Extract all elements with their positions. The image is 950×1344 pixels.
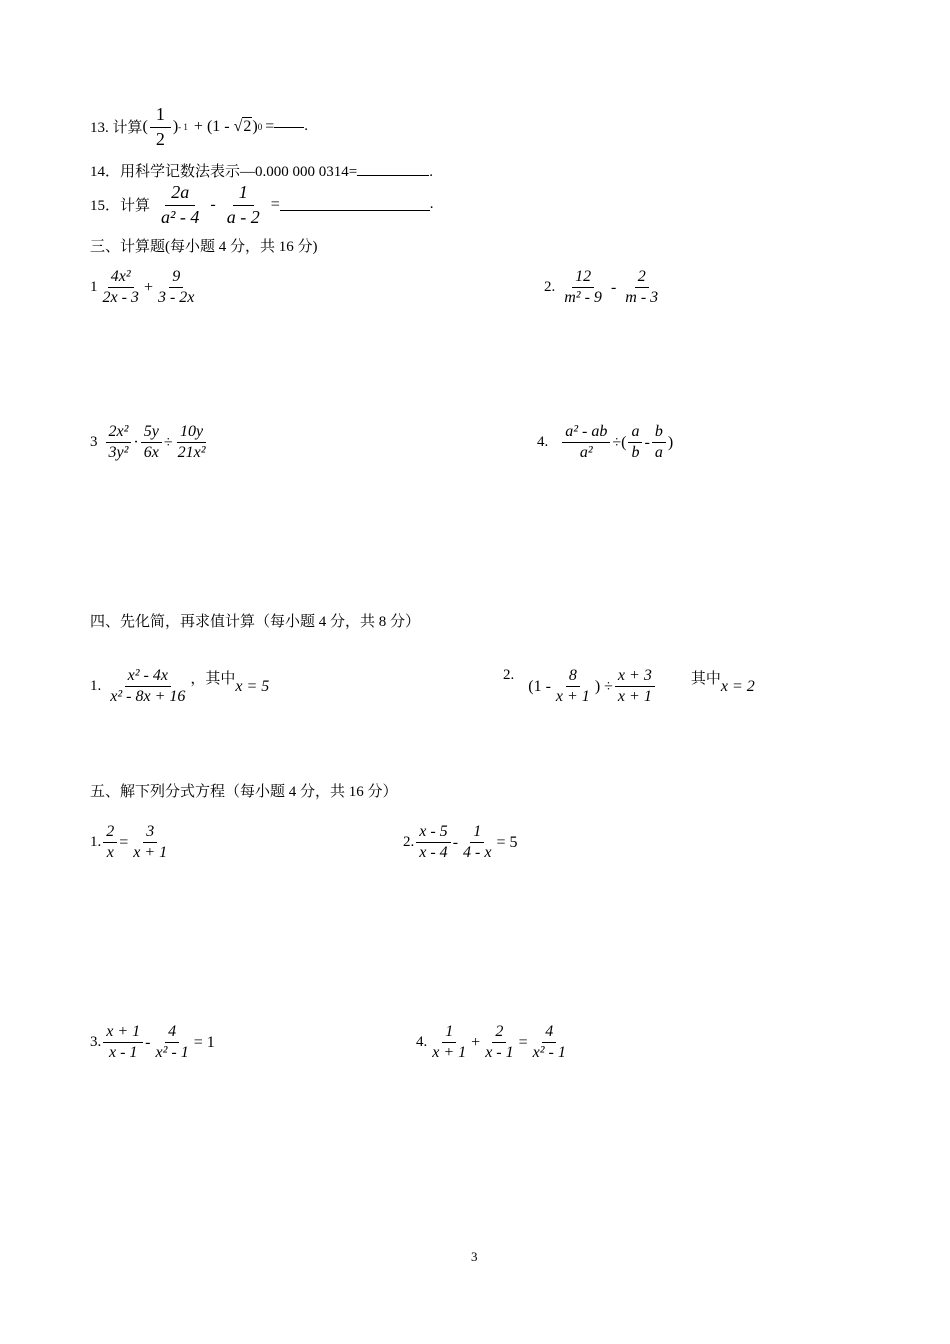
s5-problem-3: 3. $\frac{x + 1}{x - 1}$ - $\frac{4}{\text{x² - 1}}$ = 1 [90, 1023, 215, 1062]
q15-answer-blank [280, 208, 430, 211]
section-3-title: 三、计算题(每小题 4 分，共 16 分) [90, 239, 318, 255]
question-14: 14．用科学记数法表示—0.000 000 0314= . [90, 164, 433, 180]
s4-problem-2: 2. (1 - $\frac{8}{x + 1}$ ) ÷ $\frac{x + 3}{x + 1}$ 其中 x = 2 [503, 667, 755, 706]
q15-label: 15．计算 [90, 198, 151, 215]
s5-problem-4: 4. $\frac{1}{x + 1}$ + $\frac{2}{x - 1}$ = $\frac{4}{\text{x² - 1}}$ [416, 1023, 566, 1062]
page-number: 3 [471, 1249, 478, 1264]
s3-problem-4: 4. $\frac{\text{a² - ab}}{\text{a²}}$ ÷( $\frac{a}{b}$ - $\frac{b}{a}$ ) [537, 423, 674, 462]
s3-problem-1: 1 $\frac{\text{4x²}}{2x - 3}$ + $\frac{9}{3 - 2x}$ [90, 268, 195, 307]
question-15: 15．计算 $\frac{2a}{\text{a² - 4}}$ - $\frac{1}{a - 2}$ = . [90, 182, 434, 227]
q14-answer-blank [357, 173, 429, 176]
s3-problem-2: 2. $\frac{12}{\text{m² - 9}}$ - $\frac{2}{m - 3}$ [544, 268, 659, 307]
section-5-title: 五、解下列分式方程（每小题 4 分，共 16 分） [90, 784, 398, 800]
q13-label: 13. 计算 [90, 120, 143, 137]
s5-problem-2: 2. $\frac{x - 5}{x - 4}$ - $\frac{1}{4 - x}$ = 5 [403, 823, 518, 862]
s5-problem-1: 1. $\frac{2}{x}$ = $\frac{3}{x + 1}$ [90, 823, 168, 862]
q14-label: 14．用科学记数法表示—0.000 000 0314= [90, 164, 358, 180]
s4-problem-1: 1. $\frac{\text{x² - 4x}}{\text{x² - 8x + 16}}$ ，其中 x = 5 [90, 667, 270, 706]
q13-answer-blank [274, 125, 304, 128]
section-4-title: 四、先化简，再求值计算（每小题 4 分，共 8 分） [90, 614, 421, 630]
s3-problem-3: 3 $\frac{\text{2x²}}{\text{3y²}}$ · $\frac{5y}{6x}$ ÷ $\frac{10y}{\text{21x²}}$ [90, 423, 206, 462]
q13-half-fraction: $\frac{1}{2}$ [150, 104, 171, 149]
question-13: 13. 计算 ( $\frac{1}{2}$ ) - 1 + (1 - √2 ) 0 = . [90, 104, 308, 149]
